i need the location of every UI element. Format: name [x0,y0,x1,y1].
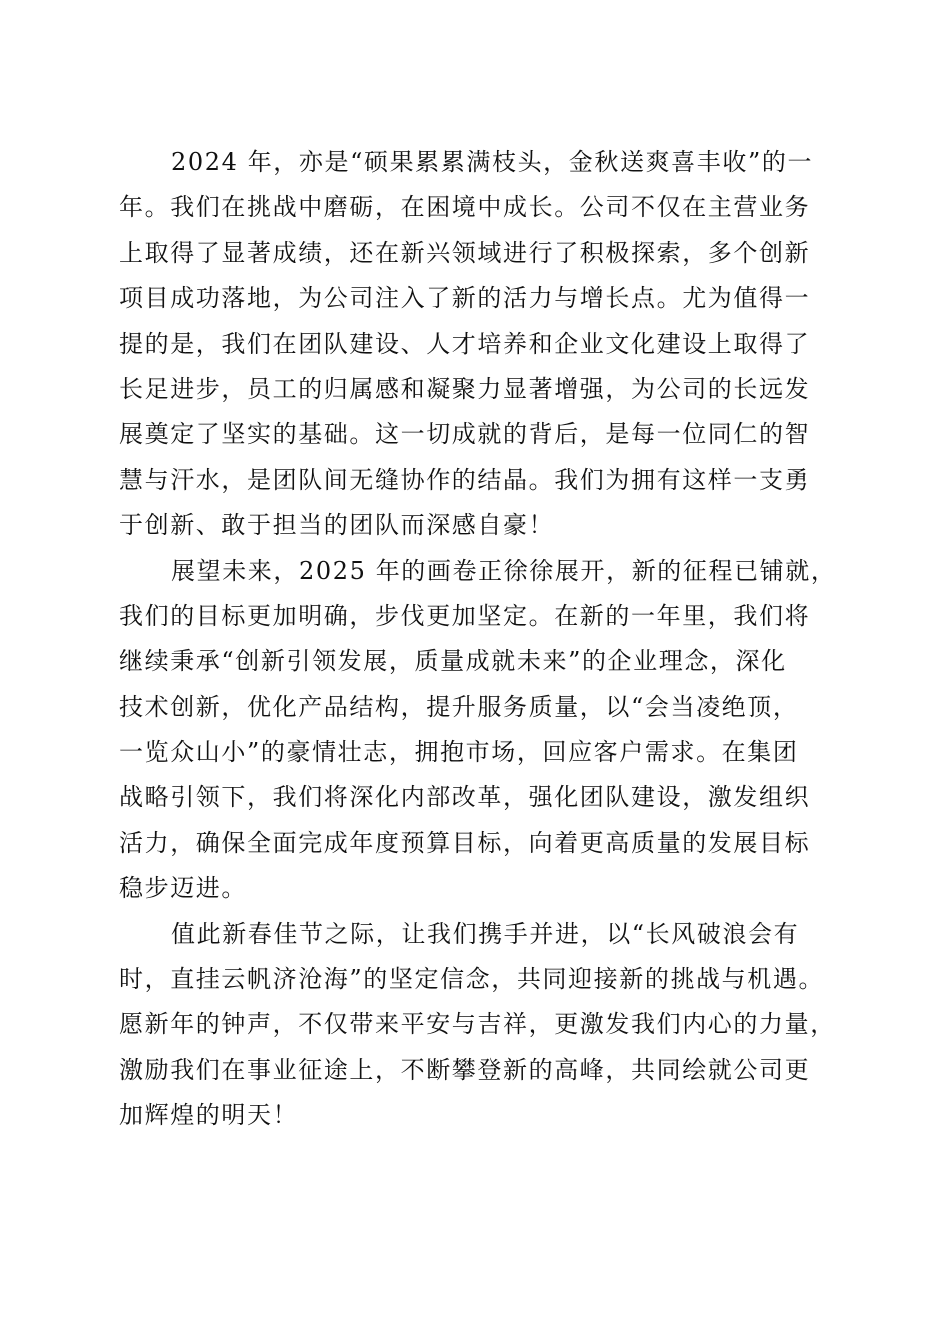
paragraph-2025-outlook [119,549,837,912]
text-line: 愿新年的钟声，不仅带来平安与吉祥，更激发我们内心的力量， [119,1010,836,1039]
text-line: 于创新、敢于担当的团队而深感自豪！ [119,511,555,540]
text-line: 慧与汗水，是团队间无缝协作的结晶。我们为拥有这样一支勇 [119,465,811,494]
text-line: 继续秉承“创新引领发展，质量成就未来”的企业理念，深化 [119,647,787,676]
text-line: 稳步迈进。 [119,874,247,903]
text-line: 提的是，我们在团队建设、人才培养和企业文化建设上取得了 [119,329,811,358]
paragraph-2024-review [119,140,831,549]
text-line: 一览众山小”的豪情壮志，拥抱市场，回应客户需求。在集团 [119,738,799,767]
text-line: 项目成功落地，为公司注入了新的活力与增长点。尤为值得一 [119,284,811,313]
text-line: 技术创新，优化产品结构，提升服务质量，以“会当凌绝顶， [119,692,799,721]
paragraph-new-year-wishes [119,912,836,1139]
text-line: 值此新春佳节之际，让我们携手并进，以“长风破浪会有 [171,919,800,948]
text-line: 我们的目标更加明确，步伐更加坚定。在新的一年里，我们将 [119,601,811,630]
text-line: 长足进步，员工的归属感和凝聚力显著增强，为公司的长远发 [119,374,811,403]
text-line: 展奠定了坚实的基础。这一切成就的背后，是每一位同仁的智 [119,420,811,449]
document-body [119,140,837,1139]
text-line: 时，直挂云帆济沧海”的坚定信念，共同迎接新的挑战与机遇。 [119,965,825,994]
text-line: 激励我们在事业征途上，不断攀登新的高峰，共同绘就公司更 [119,1055,811,1084]
text-line: 活力，确保全面完成年度预算目标，向着更高质量的发展目标 [119,828,811,857]
text-line: 上取得了显著成绩，还在新兴领域进行了积极探索，多个创新 [119,238,811,267]
text-line: 展望未来，2025 年的画卷正徐徐展开，新的征程已铺就， [171,556,837,585]
text-line: 年。我们在挑战中磨砺，在困境中成长。公司不仅在主营业务 [119,193,811,222]
text-line: 加辉煌的明天！ [119,1101,299,1130]
text-line: 2024 年，亦是“硕果累累满枝头，金秋送爽喜丰收”的一 [171,148,814,176]
text-line: 战略引领下，我们将深化内部改革，强化团队建设，激发组织 [119,783,811,812]
